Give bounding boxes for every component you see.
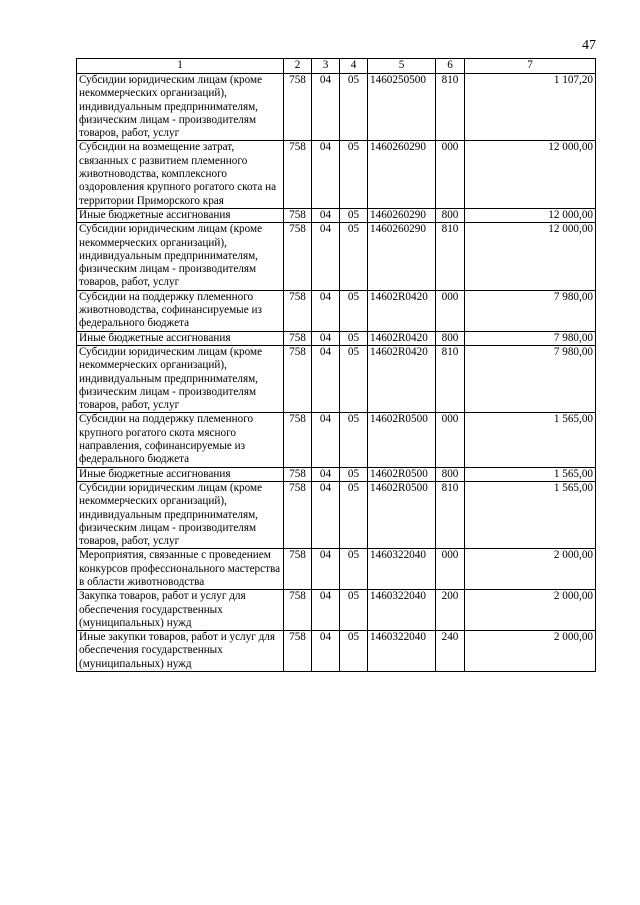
- row-section: 04: [312, 590, 340, 631]
- table-row: [77, 481, 596, 548]
- table-row: [77, 290, 596, 331]
- row-name: Мероприятия, связанные с проведением конкурсов профессионального мастерства в области животноводства: [77, 549, 284, 590]
- row-section: 04: [312, 413, 340, 467]
- row-expense-type: 800: [436, 331, 465, 345]
- row-target-article: 1460322040: [368, 631, 436, 672]
- row-amount: 2 000,00: [465, 590, 596, 631]
- row-name: Субсидии юридическим лицам (кроме некоммерческих организаций), индивидуальным предпринимателям, физическим лицам - производителям товаров, работ, услуг: [77, 481, 284, 548]
- row-section: 04: [312, 631, 340, 672]
- row-subsection: 05: [340, 223, 368, 290]
- row-grbs: 758: [284, 74, 312, 141]
- row-section: 04: [312, 290, 340, 331]
- row-section: 04: [312, 481, 340, 548]
- row-expense-type: 240: [436, 631, 465, 672]
- col-header-5: 5: [368, 59, 436, 74]
- row-subsection: 05: [340, 590, 368, 631]
- row-subsection: 05: [340, 331, 368, 345]
- row-amount: 7 980,00: [465, 345, 596, 412]
- row-subsection: 05: [340, 413, 368, 467]
- row-amount: 7 980,00: [465, 331, 596, 345]
- row-section: 04: [312, 141, 340, 208]
- row-target-article: 1460250500: [368, 74, 436, 141]
- row-grbs: 758: [284, 208, 312, 222]
- col-header-3: 3: [312, 59, 340, 74]
- row-name: Субсидии юридическим лицам (кроме некоммерческих организаций), индивидуальным предпринимателям, физическим лицам - производителям товаров, работ, услуг: [77, 74, 284, 141]
- row-grbs: 758: [284, 481, 312, 548]
- row-grbs: 758: [284, 590, 312, 631]
- row-target-article: 14602R0500: [368, 413, 436, 467]
- row-subsection: 05: [340, 467, 368, 481]
- row-expense-type: 810: [436, 481, 465, 548]
- row-name: Закупка товаров, работ и услуг для обеспечения государственных (муниципальных) нужд: [77, 590, 284, 631]
- row-name: Субсидии на возмещение затрат, связанных с развитием племенного животноводства, комплексного оздоровления крупного рогатого скота на территории Приморского края: [77, 141, 284, 208]
- row-expense-type: 000: [436, 290, 465, 331]
- row-expense-type: 200: [436, 590, 465, 631]
- row-name: Субсидии юридическим лицам (кроме некоммерческих организаций), индивидуальным предпринимателям, физическим лицам - производителям товаров, работ, услуг: [77, 345, 284, 412]
- table-row: [77, 141, 596, 208]
- header-row: [77, 59, 596, 74]
- row-expense-type: 810: [436, 345, 465, 412]
- row-section: 04: [312, 208, 340, 222]
- row-expense-type: 800: [436, 467, 465, 481]
- row-section: 04: [312, 549, 340, 590]
- row-subsection: 05: [340, 631, 368, 672]
- row-amount: 7 980,00: [465, 290, 596, 331]
- row-target-article: 1460260290: [368, 223, 436, 290]
- col-header-1: 1: [77, 59, 284, 74]
- row-amount: 12 000,00: [465, 223, 596, 290]
- row-amount: 12 000,00: [465, 208, 596, 222]
- col-header-7: 7: [465, 59, 596, 74]
- row-name: Иные бюджетные ассигнования: [77, 331, 284, 345]
- row-name: Субсидии юридическим лицам (кроме некоммерческих организаций), индивидуальным предпринимателям, физическим лицам - производителям товаров, работ, услуг: [77, 223, 284, 290]
- row-name: Иные бюджетные ассигнования: [77, 208, 284, 222]
- row-subsection: 05: [340, 141, 368, 208]
- row-section: 04: [312, 74, 340, 141]
- row-target-article: 1460260290: [368, 208, 436, 222]
- row-section: 04: [312, 223, 340, 290]
- row-target-article: 1460260290: [368, 141, 436, 208]
- row-grbs: 758: [284, 331, 312, 345]
- table-row: [77, 208, 596, 222]
- row-amount: 2 000,00: [465, 549, 596, 590]
- row-grbs: 758: [284, 413, 312, 467]
- row-target-article: 14602R0500: [368, 467, 436, 481]
- row-amount: 12 000,00: [465, 141, 596, 208]
- table-row: [77, 74, 596, 141]
- row-grbs: 758: [284, 549, 312, 590]
- row-amount: 1 107,20: [465, 74, 596, 141]
- row-subsection: 05: [340, 74, 368, 141]
- row-subsection: 05: [340, 290, 368, 331]
- row-expense-type: 000: [436, 549, 465, 590]
- row-expense-type: 810: [436, 223, 465, 290]
- row-subsection: 05: [340, 208, 368, 222]
- row-target-article: 14602R0420: [368, 290, 436, 331]
- col-header-6: 6: [436, 59, 465, 74]
- row-name: Иные закупки товаров, работ и услуг для обеспечения государственных (муниципальных) нужд: [77, 631, 284, 672]
- table-row: [77, 467, 596, 481]
- table-row: [77, 345, 596, 412]
- table-row: [77, 331, 596, 345]
- table-row: [77, 590, 596, 631]
- row-name: Субсидии на поддержку племенного крупного рогатого скота мясного направления, софинансируемые из федерального бюджета: [77, 413, 284, 467]
- row-amount: 1 565,00: [465, 481, 596, 548]
- row-grbs: 758: [284, 290, 312, 331]
- row-grbs: 758: [284, 141, 312, 208]
- row-grbs: 758: [284, 631, 312, 672]
- row-subsection: 05: [340, 481, 368, 548]
- row-target-article: 14602R0420: [368, 345, 436, 412]
- row-section: 04: [312, 345, 340, 412]
- row-target-article: 14602R0420: [368, 331, 436, 345]
- row-grbs: 758: [284, 345, 312, 412]
- col-header-2: 2: [284, 59, 312, 74]
- row-expense-type: 000: [436, 413, 465, 467]
- row-target-article: 1460322040: [368, 590, 436, 631]
- row-name: Субсидии на поддержку племенного животноводства, софинансируемые из федерального бюджета: [77, 290, 284, 331]
- row-grbs: 758: [284, 223, 312, 290]
- page-number: 47: [582, 38, 596, 53]
- budget-table: [76, 58, 596, 672]
- row-expense-type: 800: [436, 208, 465, 222]
- table-row: [77, 413, 596, 467]
- row-target-article: 1460322040: [368, 549, 436, 590]
- table-row: [77, 549, 596, 590]
- row-section: 04: [312, 331, 340, 345]
- table-row: [77, 631, 596, 672]
- table-row: [77, 223, 596, 290]
- row-expense-type: 810: [436, 74, 465, 141]
- row-subsection: 05: [340, 345, 368, 412]
- row-section: 04: [312, 467, 340, 481]
- row-amount: 1 565,00: [465, 467, 596, 481]
- row-name: Иные бюджетные ассигнования: [77, 467, 284, 481]
- row-amount: 1 565,00: [465, 413, 596, 467]
- row-target-article: 14602R0500: [368, 481, 436, 548]
- col-header-4: 4: [340, 59, 368, 74]
- row-subsection: 05: [340, 549, 368, 590]
- row-expense-type: 000: [436, 141, 465, 208]
- row-grbs: 758: [284, 467, 312, 481]
- row-amount: 2 000,00: [465, 631, 596, 672]
